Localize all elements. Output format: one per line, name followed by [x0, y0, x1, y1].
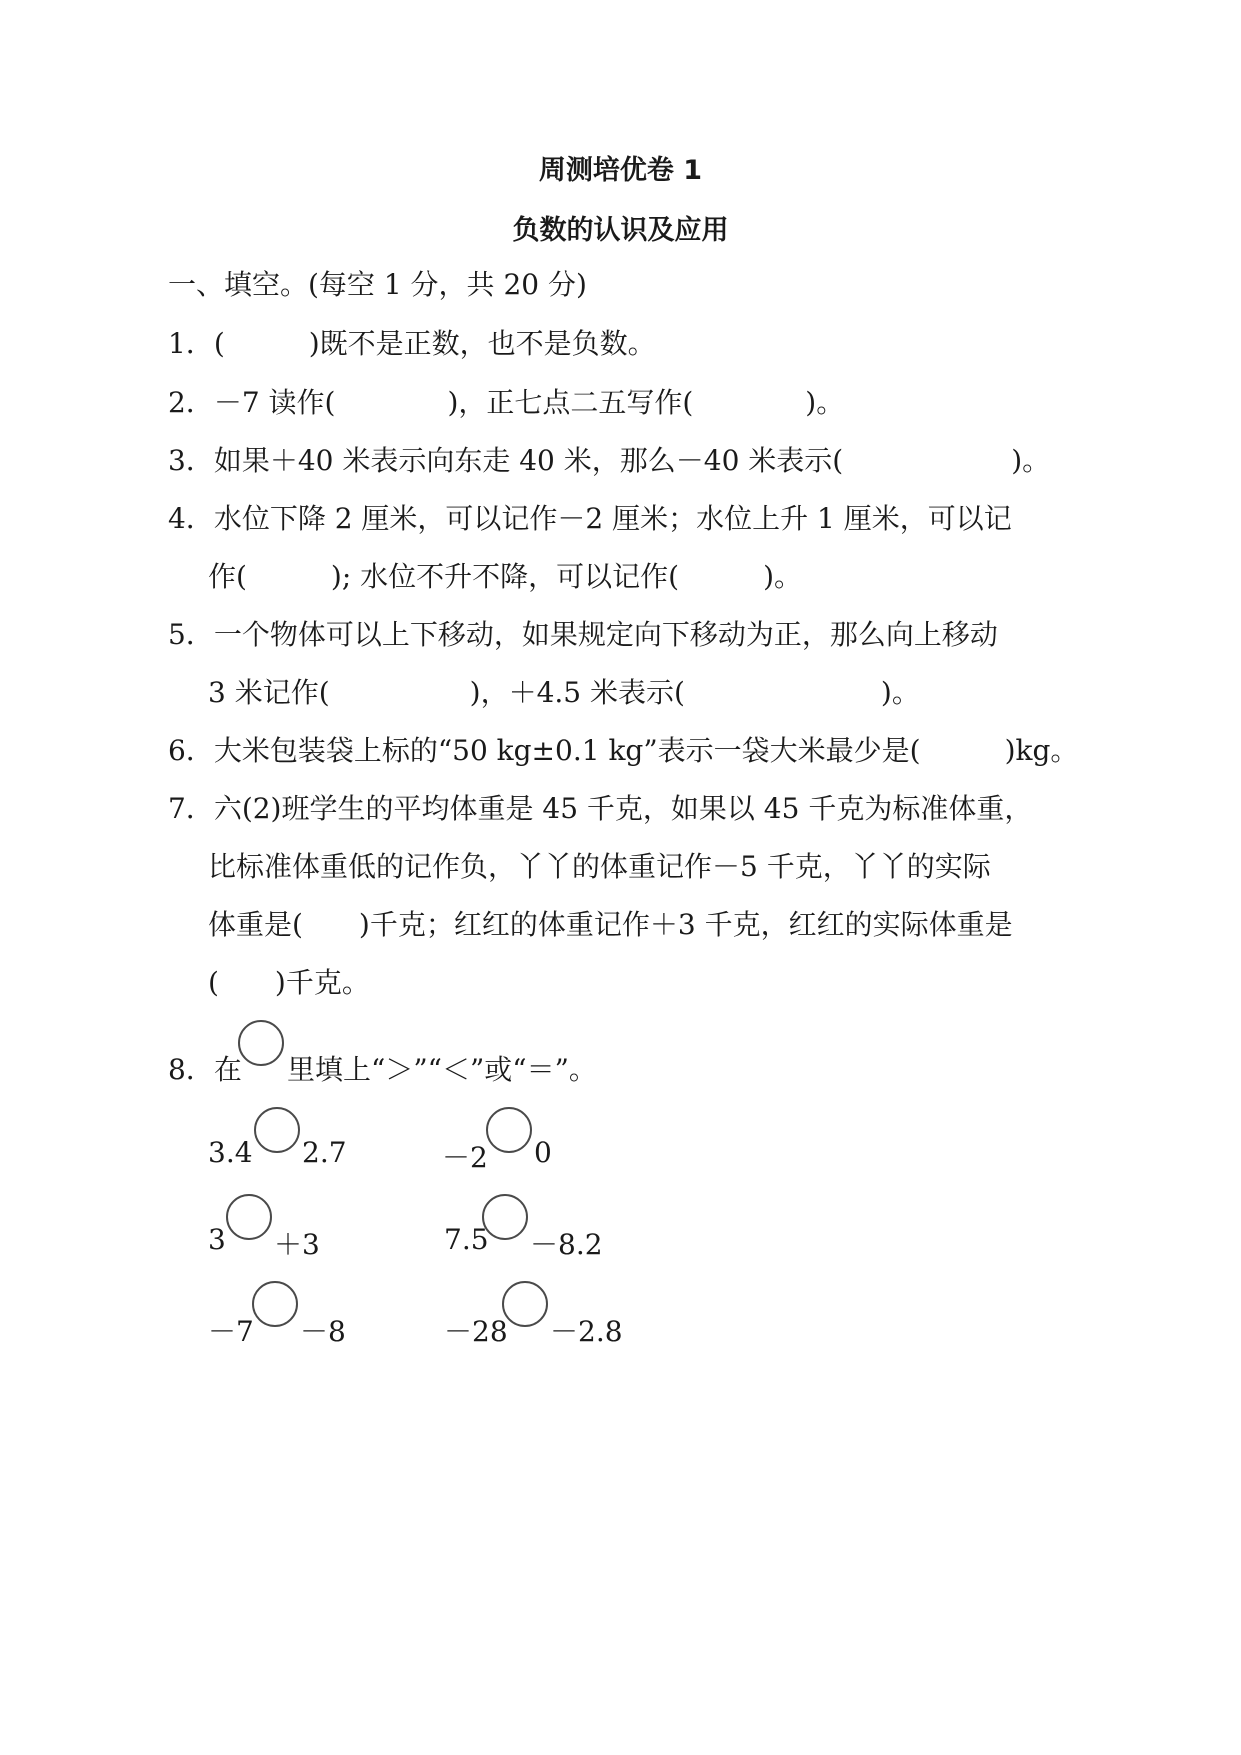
question-8-prefix: 8．在 [168, 1053, 242, 1086]
comparison-1-circle[interactable] [254, 1107, 300, 1153]
question-4-line-2: 作( ); 水位不升不降，可以记作( )。 [208, 560, 803, 593]
question-3: 3．如果＋40 米表示向东走 40 米，那么－40 米表示( )。 [168, 444, 1051, 477]
question-7-line-3: 体重是( )千克；红红的体重记作＋3 千克，红红的实际体重是 [208, 908, 1013, 941]
question-1: 1．( )既不是正数，也不是负数。 [168, 327, 656, 360]
comparison-6-circle[interactable] [502, 1281, 548, 1327]
comparison-1-right: 2.7 [302, 1136, 347, 1169]
comparison-2-right: 0 [534, 1136, 552, 1169]
question-7-line-4: ( )千克。 [208, 966, 370, 999]
comparison-3-left: 3 [208, 1223, 226, 1256]
comparison-4-right: －8.2 [530, 1228, 603, 1261]
comparison-4-left: 7.5 [444, 1223, 489, 1256]
question-4-line-1: 4．水位下降 2 厘米，可以记作－2 厘米；水位上升 1 厘米，可以记 [168, 502, 1012, 535]
question-2: 2．－7 读作( )，正七点二五写作( )。 [168, 386, 845, 419]
comparison-3-circle[interactable] [226, 1194, 272, 1240]
comparison-2-left: －2 [442, 1141, 488, 1174]
comparison-5-left: －7 [208, 1315, 254, 1348]
comparison-3-right: ＋3 [274, 1228, 320, 1261]
question-7-line-1: 7．六(2)班学生的平均体重是 45 千克，如果以 45 千克为标准体重， [168, 792, 1033, 825]
question-6: 6．大米包装袋上标的“50 kg±0.1 kg”表示一袋大米最少是( )kg。 [168, 734, 1079, 767]
question-7-line-2: 比标准体重低的记作负，丫丫的体重记作－5 千克，丫丫的实际 [208, 850, 991, 883]
comparison-5-right: －8 [300, 1315, 346, 1348]
comparison-4-circle[interactable] [482, 1194, 528, 1240]
page-subtitle: 负数的认识及应用 [512, 215, 729, 246]
question-5-line-2: 3 米记作( )，＋4.5 米表示( )。 [208, 676, 920, 709]
page-title: 周测培优卷 1 [538, 155, 703, 186]
comparison-2-circle[interactable] [486, 1107, 532, 1153]
section-heading: 一、填空。(每空 1 分，共 20 分) [168, 268, 587, 301]
question-8-suffix: 里填上“＞”“＜”或“＝”。 [287, 1053, 597, 1086]
comparison-1-left: 3.4 [208, 1136, 253, 1169]
answer-circle-example [238, 1020, 284, 1066]
question-5-line-1: 5．一个物体可以上下移动，如果规定向下移动为正，那么向上移动 [168, 618, 998, 651]
comparison-5-circle[interactable] [252, 1281, 298, 1327]
comparison-6-left: －28 [444, 1315, 508, 1348]
comparison-6-right: －2.8 [550, 1315, 623, 1348]
